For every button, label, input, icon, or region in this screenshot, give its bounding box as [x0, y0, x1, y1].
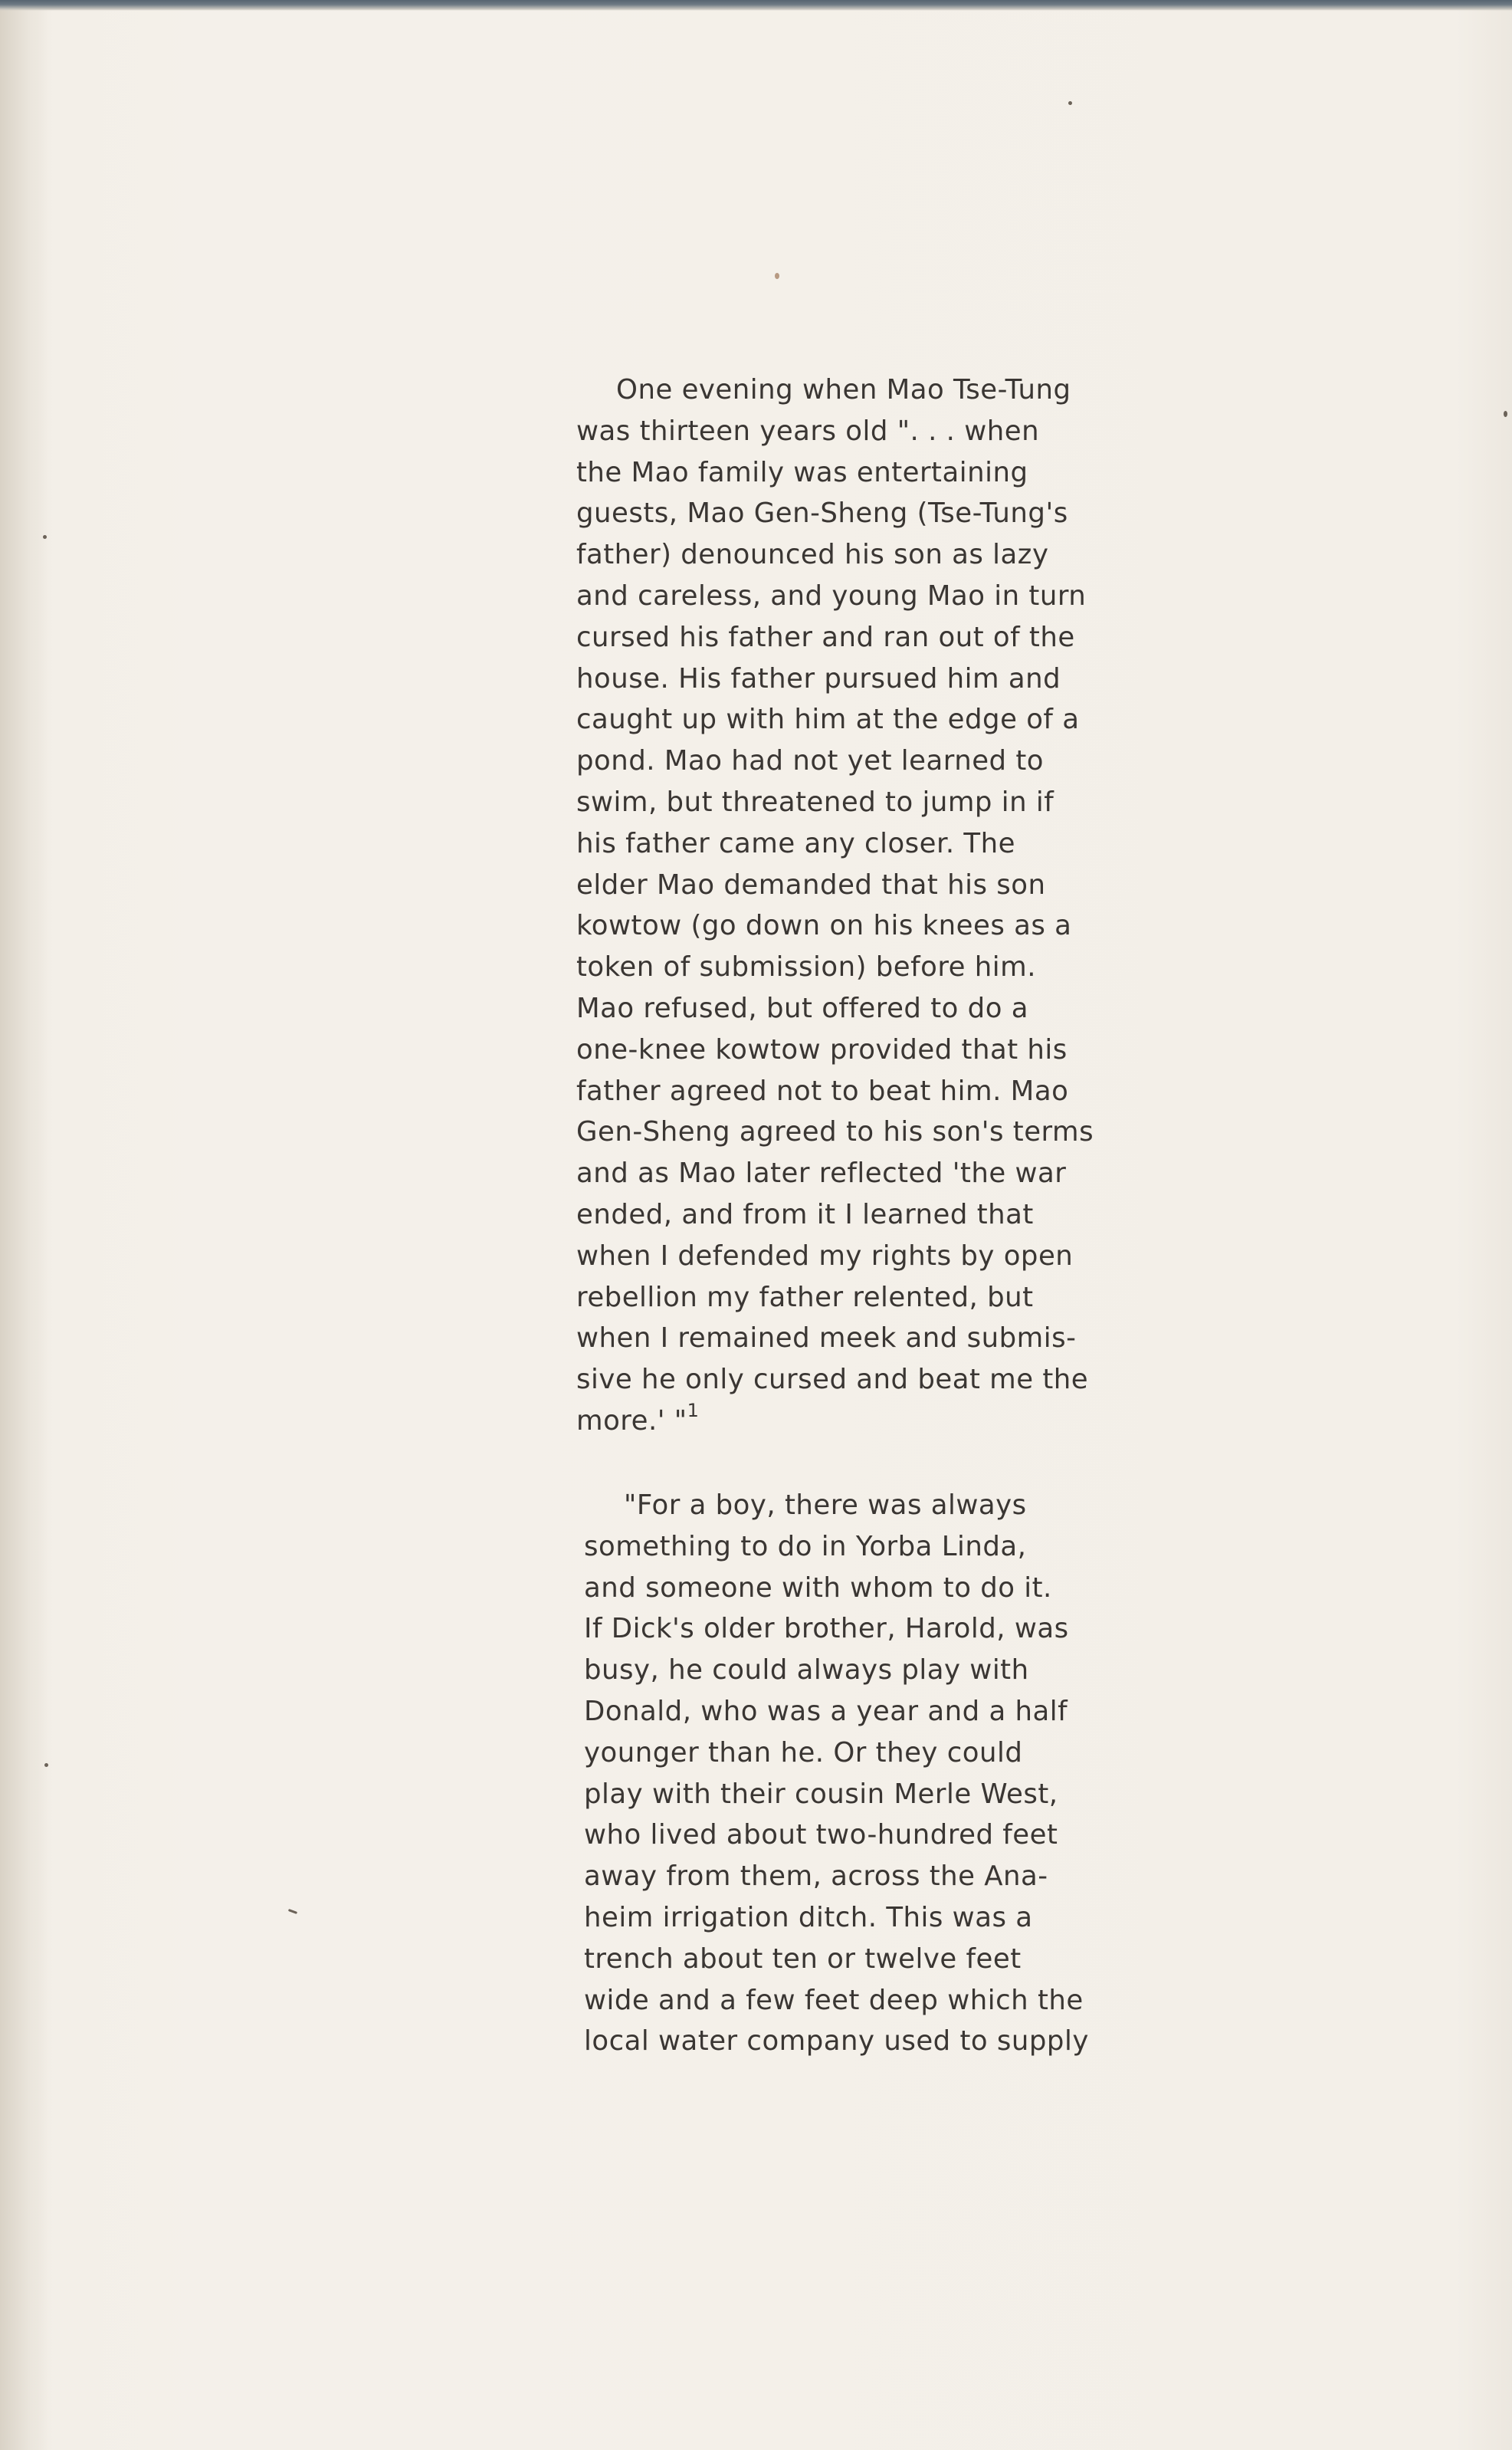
- text-line: was thirteen years old ". . . when: [576, 415, 1040, 447]
- page-gutter: [0, 0, 48, 2450]
- text-line: elder Mao demanded that his son: [576, 869, 1046, 901]
- text-line: when I remained meek and submis-: [576, 1322, 1077, 1355]
- paper-speck: [44, 1763, 48, 1767]
- text-line: younger than he. Or they could: [584, 1736, 1023, 1769]
- text-line: heim irrigation ditch. This was a: [584, 1901, 1033, 1933]
- text-line: sive he only cursed and beat me the: [576, 1364, 1089, 1396]
- text-line: father) denounced his son as lazy: [576, 539, 1049, 571]
- text-line: kowtow (go down on his knees as a: [576, 910, 1072, 942]
- text-line: caught up with him at the edge of a: [576, 704, 1080, 736]
- text-line: rebellion my father relented, but: [576, 1281, 1034, 1313]
- paragraph-mao: [576, 369, 1113, 1442]
- text-line: his father came any closer. The: [576, 827, 1015, 859]
- closing-quote-text: more.' ": [576, 1404, 687, 1437]
- text-line: father agreed not to beat him. Mao: [576, 1075, 1069, 1107]
- text-line: and someone with whom to do it.: [584, 1571, 1052, 1604]
- text-line: token of submission) before him.: [576, 951, 1036, 984]
- paper-speck: [775, 273, 779, 279]
- text-line: "For a boy, there was always: [624, 1489, 1027, 1521]
- footnote-marker: 1: [687, 1400, 700, 1422]
- text-line-last: [576, 1401, 1113, 1442]
- text-line: house. His father pursued him and: [576, 662, 1061, 695]
- text-line: the Mao family was entertaining: [576, 456, 1028, 488]
- text-line: trench about ten or twelve feet: [584, 1943, 1022, 1975]
- text-line: One evening when Mao Tse-Tung: [616, 374, 1071, 406]
- scan-top-edge: [0, 0, 1512, 11]
- text-line: play with their cousin Merle West,: [584, 1778, 1058, 1810]
- text-line: busy, he could always play with: [584, 1654, 1029, 1686]
- text-line: local water company used to supply: [584, 2025, 1089, 2058]
- text-line: ended, and from it I learned that: [576, 1198, 1034, 1230]
- text-line: guests, Mao Gen-Sheng (Tse-Tung's: [576, 498, 1068, 530]
- text-line: cursed his father and ran out of the: [576, 621, 1075, 653]
- paragraph-yorba-linda: [584, 1485, 1120, 2062]
- text-line: when I defended my rights by open: [576, 1240, 1074, 1272]
- text-line: Gen-Sheng agreed to his son's terms: [576, 1116, 1094, 1148]
- text-line: Mao refused, but offered to do a: [576, 992, 1028, 1024]
- paper-speck: [288, 1909, 297, 1914]
- text-line: If Dick's older brother, Harold, was: [584, 1613, 1069, 1645]
- text-line: one-knee kowtow provided that his: [576, 1033, 1068, 1066]
- paper-speck: [1504, 411, 1507, 417]
- text-line: who lived about two-hundred feet: [584, 1819, 1058, 1851]
- text-line: something to do in Yorba Linda,: [584, 1530, 1027, 1562]
- text-line: pond. Mao had not yet learned to: [576, 745, 1045, 777]
- text-line: wide and a few feet deep which the: [584, 1984, 1084, 2016]
- paper-speck: [43, 535, 47, 539]
- text-line: swim, but threatened to jump in if: [576, 786, 1054, 818]
- text-line: Donald, who was a year and a half: [584, 1695, 1068, 1727]
- text-line: and as Mao later reflected 'the war: [576, 1158, 1067, 1190]
- paper-speck: [1068, 101, 1072, 105]
- text-line: away from them, across the Ana-: [584, 1860, 1048, 1893]
- text-line: and careless, and young Mao in turn: [576, 580, 1087, 612]
